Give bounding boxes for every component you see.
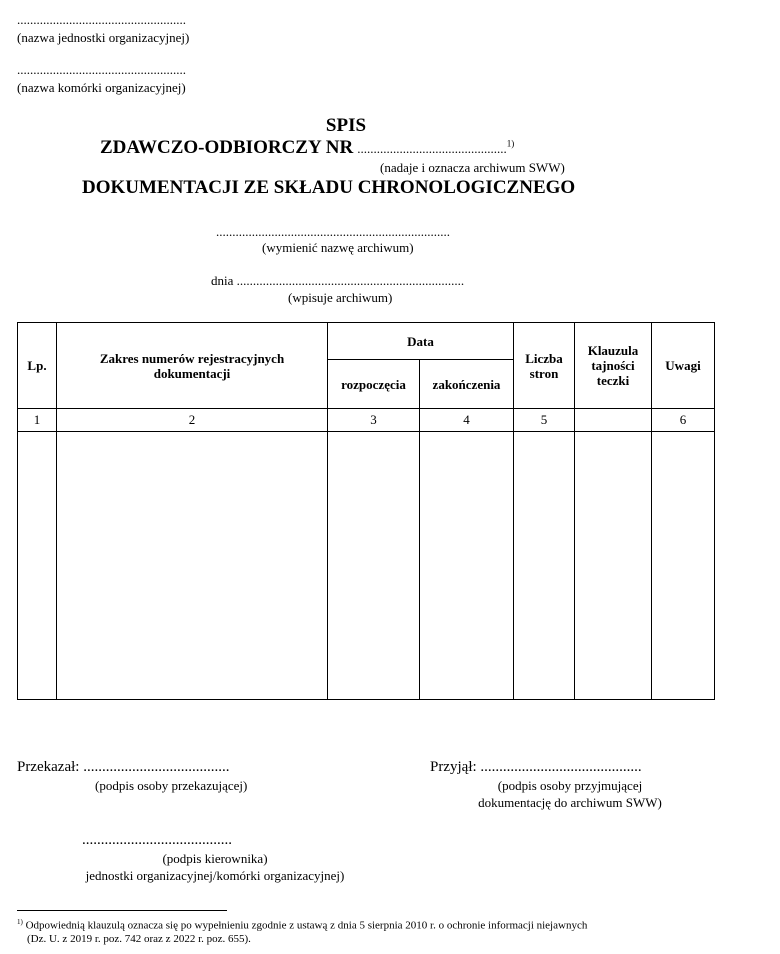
header-clause: Klauzula tajności teczki <box>575 323 652 409</box>
footnote-text-2: (Dz. U. z 2019 r. poz. 742 oraz z 2022 r. poz. 655). <box>27 933 251 945</box>
cell-date-end[interactable] <box>420 432 514 700</box>
date-dots: ...................................................................... <box>236 273 465 288</box>
handed-over-line <box>17 759 229 776</box>
table-row <box>18 432 715 700</box>
date-line <box>211 273 464 289</box>
column-number <box>575 409 652 432</box>
received-label: Przyjął: <box>430 759 477 775</box>
cell-name-dots: .................................................... <box>17 62 186 77</box>
cell-notes[interactable] <box>652 432 715 700</box>
unit-name-label: (nazwa jednostki organizacyjnej) <box>17 30 190 45</box>
header-date-start: rozpoczęcia <box>328 360 420 409</box>
footnote-ref: 1) <box>506 138 515 149</box>
handed-over-dots: ....................................... <box>83 759 230 775</box>
title-line2 <box>100 137 514 159</box>
head-signature-dots: ........................................ <box>82 832 232 848</box>
header-date: Data <box>328 323 514 360</box>
footnote-line1 <box>17 918 587 932</box>
archive-name-label: (wymienić nazwę archiwum) <box>262 240 414 255</box>
date-prefix: dnia <box>211 273 234 288</box>
title-spis: SPIS <box>325 115 367 136</box>
number-note: (nadaje i oznacza archiwum SWW) <box>380 160 565 175</box>
column-number: 6 <box>652 409 715 432</box>
column-number: 1 <box>18 409 57 432</box>
title-zdawczo: ZDAWCZO-ODBIORCZY NR <box>100 137 354 158</box>
handed-over-label: Przekazał: <box>17 759 80 775</box>
number-dots: .............................................. <box>357 141 507 156</box>
received-caption-2: dokumentację do archiwum SWW) <box>478 795 662 810</box>
column-number: 3 <box>328 409 420 432</box>
received-caption-1: (podpis osoby przyjmującej <box>497 778 643 793</box>
archive-name-dots: ........................................................................ <box>216 224 450 239</box>
cell-pages[interactable] <box>514 432 575 700</box>
header-date-end: zakończenia <box>420 360 514 409</box>
cell-name-label: (nazwa komórki organizacyjnej) <box>17 80 186 95</box>
header-notes: Uwagi <box>652 323 715 409</box>
head-caption-1: (podpis kierownika) <box>162 851 268 866</box>
handed-over-caption: (podpis osoby przekazującej) <box>95 778 248 793</box>
header-range: Zakres numerów rejestracyjnych dokumentacji <box>57 323 328 409</box>
cell-clause[interactable] <box>575 432 652 700</box>
header-pages: Liczba stron <box>514 323 575 409</box>
received-line <box>430 759 642 776</box>
column-numbers-row <box>18 409 715 432</box>
cell-lp[interactable] <box>18 432 57 700</box>
documents-table <box>17 322 715 700</box>
column-number: 4 <box>420 409 514 432</box>
column-number: 2 <box>57 409 328 432</box>
received-dots: ........................................... <box>480 759 642 775</box>
head-caption-2: jednostki organizacyjnej/komórki organizacyjnej) <box>85 868 345 883</box>
cell-date-start[interactable] <box>328 432 420 700</box>
cell-range[interactable] <box>57 432 328 700</box>
footnote-text-1: Odpowiednią klauzulą oznacza się po wypełnieniu zgodnie z ustawą z dnia 5 sierpnia 2010 r. o ochronie informacji niejawnych <box>25 919 588 932</box>
unit-name-dots: .................................................... <box>17 12 186 27</box>
header-lp: Lp. <box>18 323 57 409</box>
date-label: (wpisuje archiwum) <box>288 290 393 305</box>
footnote-marker: 1) <box>17 918 23 926</box>
footnote-rule <box>17 910 227 911</box>
title-dokumentacji: DOKUMENTACJI ZE SKŁADU CHRONOLOGICZNEGO <box>82 177 576 198</box>
column-number: 5 <box>514 409 575 432</box>
